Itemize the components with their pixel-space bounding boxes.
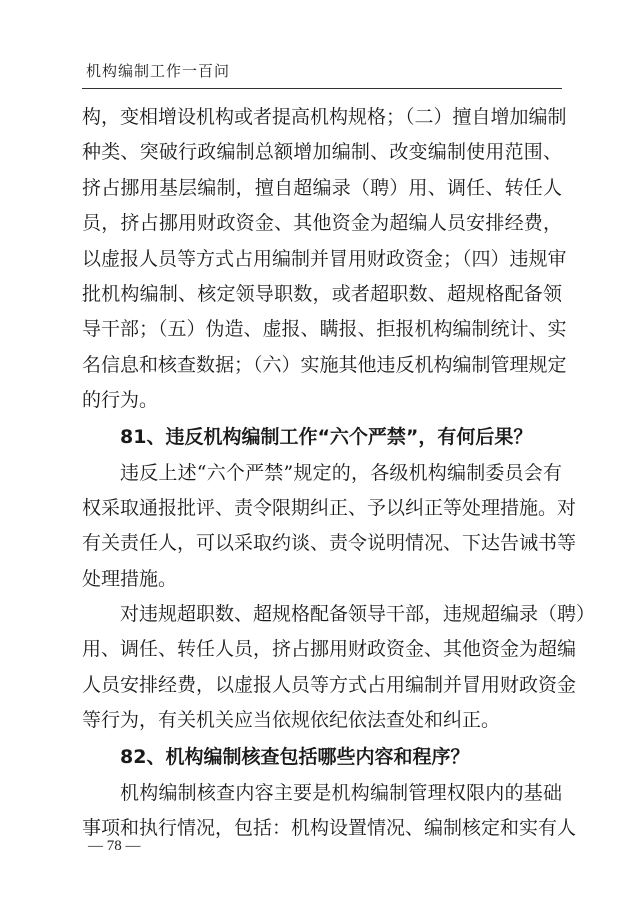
text-line: 机构编制核查内容主要是机构编制管理权限内的基础 [120,781,562,804]
question-heading-82: 82、机构编制核查包括哪些内容和程序？ [120,745,470,768]
text-line: 构，变相增设机构或者提高机构规格；（二）擅自增加编制 [82,106,567,128]
text-line: 等行为，有关机关应当依规依纪依法查处和纠正。 [82,709,501,732]
text-line: 名信息和核查数据；（六）实施其他违反机构编制管理规定 [82,353,567,376]
text-line: 事项和执行情况，包括：机构设置情况、编制核定和实有人 [82,817,577,840]
page-body [82,100,596,846]
text-line: 权采取通报批评、责令限期纠正、予以纠正等处理措施。对 [82,496,577,519]
text-line: 处理措施。 [82,567,178,590]
question-heading-81: 81、违反机构编制工作“六个严禁”，有何后果？ [120,425,533,448]
text-line: 员，挤占挪用财政资金、其他资金为超编人员安排经费， [82,212,562,235]
text-line: 违反上述“六个严禁”规定的，各级机构编制委员会有 [120,461,562,484]
text-line: 挤占挪用基层编制，擅自超编录（聘）用、调任、转任人 [82,176,562,199]
text-line: 有关责任人，可以采取约谈、责令说明情况、下达告诫书等 [82,532,577,555]
text-line: 人员安排经费，以虚报人员等方式占用编制并冒用财政资金 [82,673,577,696]
text-line: 用、调任、转任人员，挤占挪用财政资金、其他资金为超编 [82,638,577,661]
text-line: 批机构编制、核定领导职数，或者超职数、超规格配备领 [82,282,562,305]
text-line: 以虚报人员等方式占用编制并冒用财政资金；（四）违规审 [82,247,567,270]
header-rule [82,88,562,89]
page-number: — 78 — [88,838,141,854]
text-line: 种类、突破行政编制总额增加编制、改变编制使用范围、 [82,141,562,164]
text-line: 对违规超职数、超规格配备领导干部，违规超编录（聘） [120,603,596,626]
text-line: 的行为。 [82,389,159,412]
text-line: 导干部；（五）伪造、虚报、瞒报、拒报机构编制统计、实 [82,318,567,341]
running-header: 机构编制工作一百问 [86,62,231,80]
